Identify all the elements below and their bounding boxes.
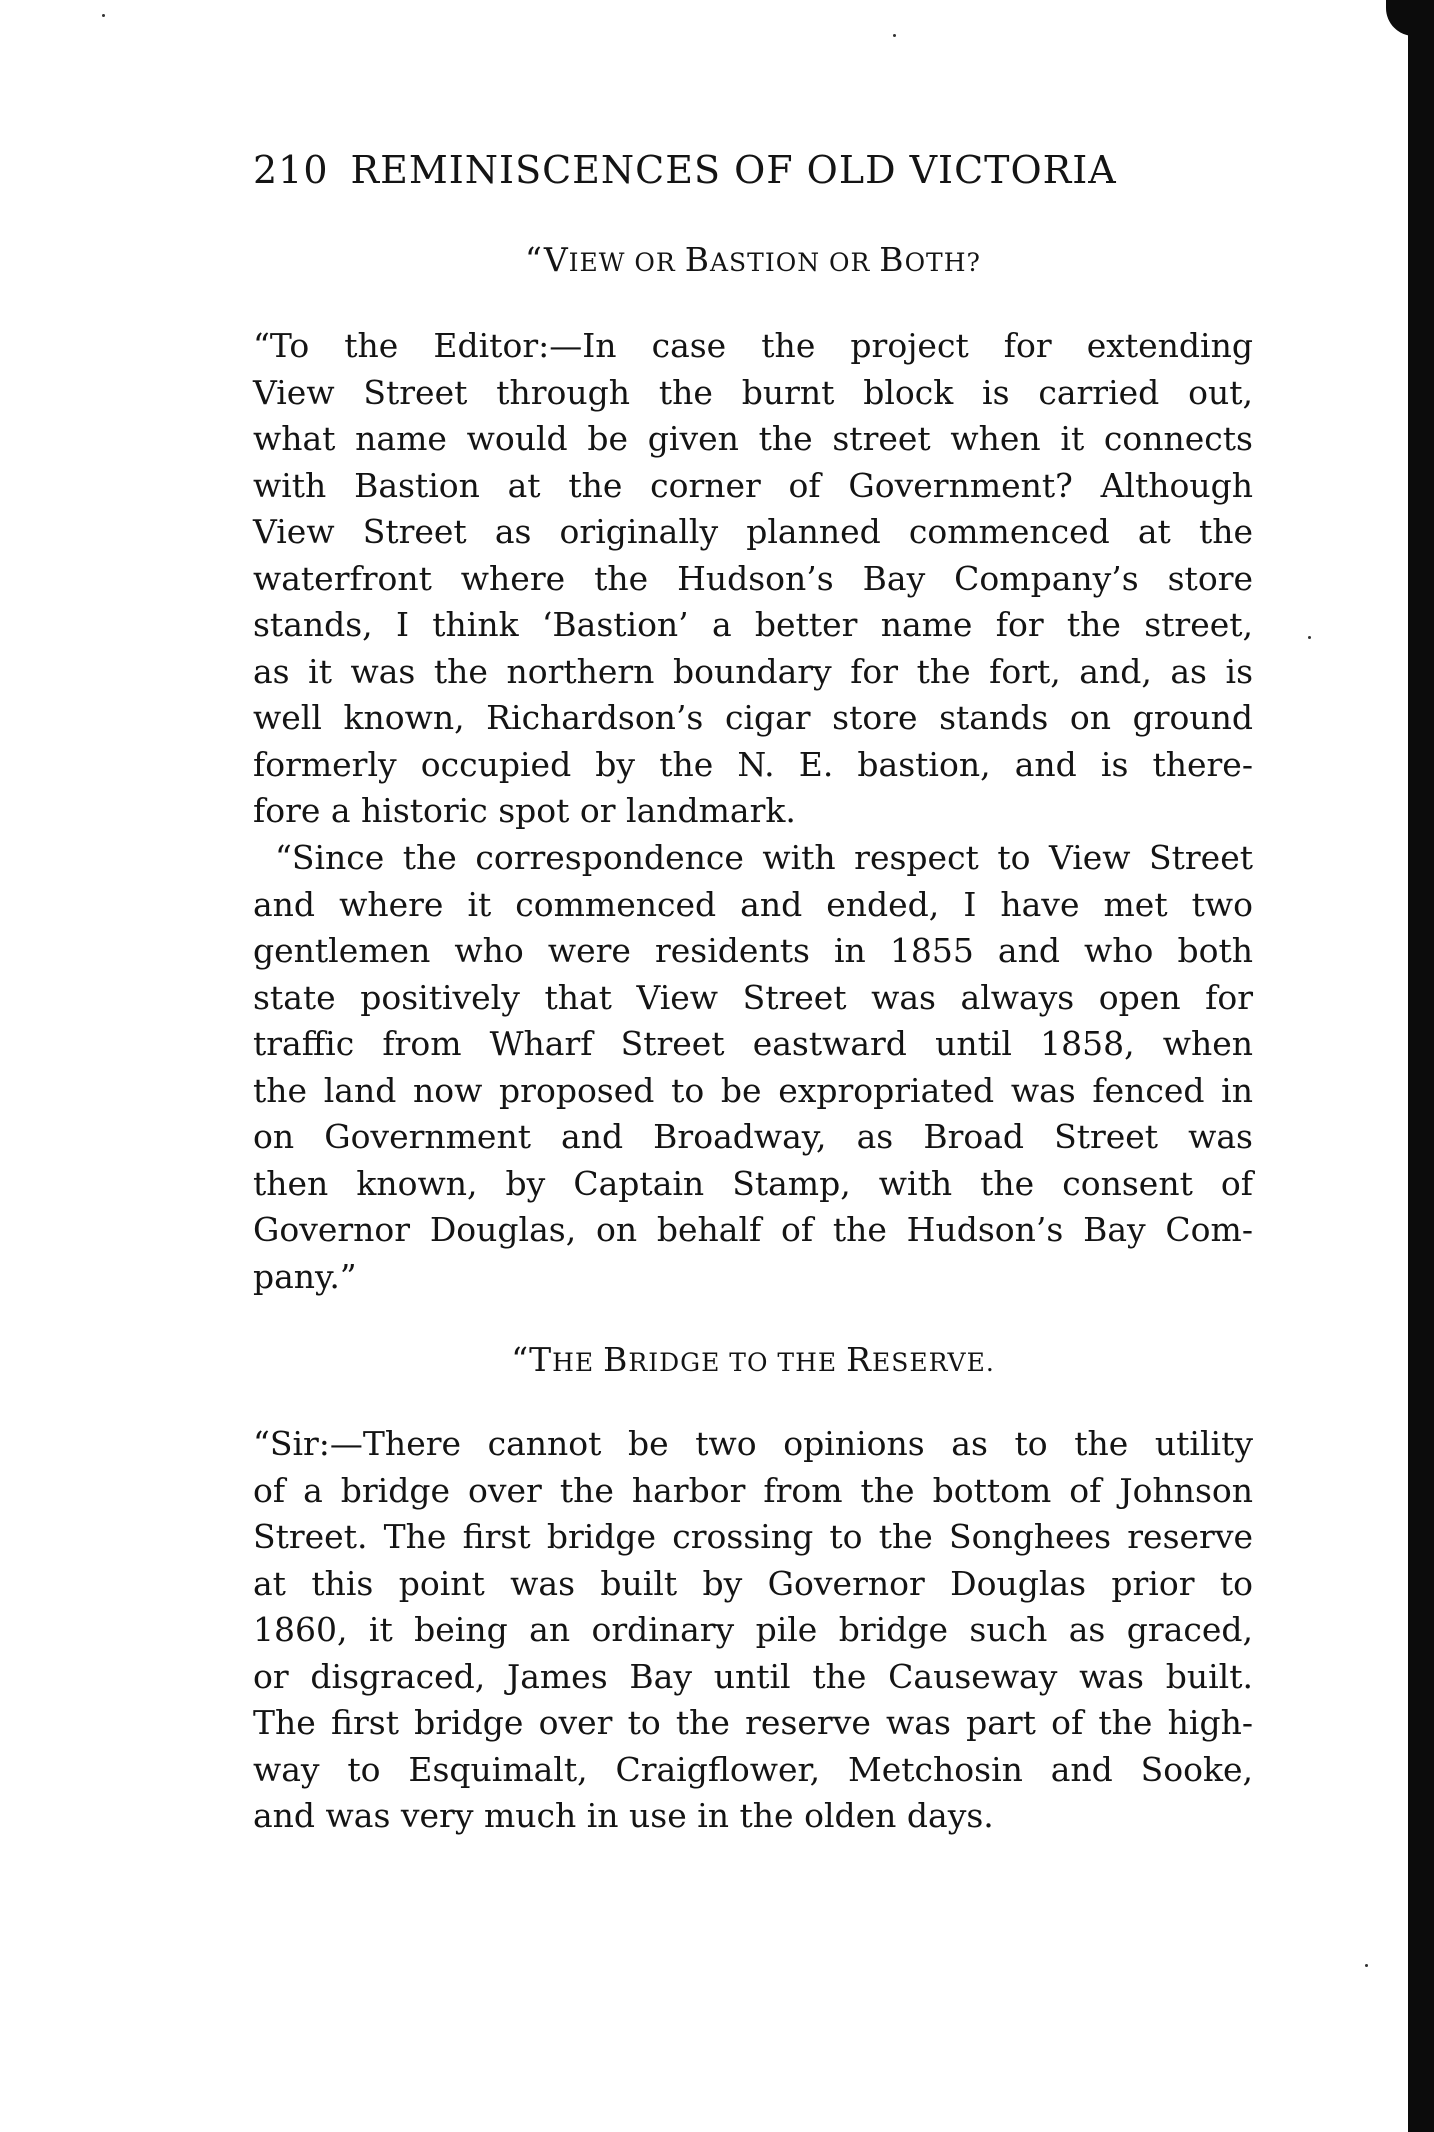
page-number: 210 bbox=[253, 148, 329, 192]
text-line: at this point was built by Governor Douglas prior to bbox=[253, 1563, 1253, 1603]
paragraph-correspondence bbox=[253, 835, 1253, 1300]
text-line: as it was the northern boundary for the fort, and, as is bbox=[253, 651, 1253, 691]
paragraph-editor-letter bbox=[253, 323, 1253, 835]
paragraph-bridge-letter bbox=[253, 1421, 1253, 1840]
text-line: “To the Editor:—In case the project for extending bbox=[253, 326, 1253, 365]
text-line: “Since the correspondence with respect to View Street bbox=[275, 838, 1253, 877]
text-line: traffic from Wharf Street eastward until 1858, when bbox=[253, 1024, 1253, 1063]
book-title: REMINISCENCES OF OLD VICTORIA bbox=[350, 148, 1117, 192]
scan-speck bbox=[1365, 1964, 1368, 1967]
scan-speck bbox=[893, 34, 896, 37]
text-line: what name would be given the street when it connects bbox=[253, 419, 1253, 458]
text-line: on Government and Broadway, as Broad Street was bbox=[253, 1117, 1253, 1156]
text-line: View Street through the burnt block is carried out, bbox=[253, 372, 1253, 412]
text-line: 1860, it being an ordinary pile bridge such as graced, bbox=[253, 1610, 1253, 1649]
text-line: Street. The first bridge crossing to the Songhees reserve bbox=[253, 1517, 1253, 1556]
text-line: of a bridge over the harbor from the bottom of Johnson bbox=[253, 1470, 1253, 1510]
scan-speck bbox=[1308, 636, 1311, 639]
text-line: stands, I think ‘Bastion’ a better name for the street, bbox=[253, 605, 1253, 644]
scan-page-corner bbox=[1386, 0, 1416, 36]
text-line: pany.” bbox=[253, 1256, 357, 1296]
text-line: then known, by Captain Stamp, with the consent of bbox=[253, 1163, 1253, 1203]
heading-text: IEW OR bbox=[568, 248, 685, 277]
heading-text: HE bbox=[552, 1348, 604, 1377]
heading-text: ASTION OR bbox=[709, 248, 880, 277]
section-heading-view-or-bastion bbox=[253, 240, 1253, 279]
text-line: well known, Richardson’s cigar store stands on ground bbox=[253, 698, 1253, 737]
heading-text: B bbox=[879, 240, 905, 279]
heading-text: OTH? bbox=[904, 248, 981, 277]
text-line: formerly occupied by the N. E. bastion, and is there- bbox=[253, 744, 1253, 784]
text-line: Governor Douglas, on behalf of the Hudson’s Bay Com- bbox=[253, 1210, 1253, 1249]
text-line: state positively that View Street was always open for bbox=[253, 977, 1253, 1017]
text-line: View Street as originally planned commenced at the bbox=[253, 512, 1253, 551]
text-line: fore a historic spot or landmark. bbox=[253, 791, 796, 830]
text-line: The first bridge over to the reserve was part of the high- bbox=[253, 1703, 1253, 1742]
section-heading-bridge-to-reserve bbox=[253, 1340, 1253, 1379]
heading-text: B bbox=[684, 240, 710, 279]
heading-text: “V bbox=[525, 240, 569, 279]
text-line: with Bastion at the corner of Government? Although bbox=[253, 465, 1253, 505]
text-line: waterfront where the Hudson’s Bay Company’s store bbox=[253, 558, 1253, 598]
text-line: and where it commenced and ended, I have met two bbox=[253, 884, 1253, 924]
heading-text: RIDGE TO THE bbox=[628, 1348, 847, 1377]
text-line: the land now proposed to be expropriated was fenced in bbox=[253, 1070, 1253, 1110]
text-line: way to Esquimalt, Craigflower, Metchosin and Sooke, bbox=[253, 1749, 1253, 1789]
text-line: gentlemen who were residents in 1855 and who both bbox=[253, 931, 1253, 970]
scan-page-edge bbox=[1408, 0, 1434, 2132]
heading-text: R bbox=[846, 1340, 872, 1379]
running-head bbox=[253, 148, 1213, 192]
heading-text: B bbox=[603, 1340, 629, 1379]
scan-speck bbox=[102, 14, 105, 17]
text-line: “Sir:—There cannot be two opinions as to the utility bbox=[253, 1424, 1253, 1463]
heading-text: “T bbox=[511, 1340, 553, 1379]
text-line: or disgraced, James Bay until the Causeway was built. bbox=[253, 1656, 1253, 1696]
heading-text: ESERVE. bbox=[871, 1348, 995, 1377]
text-line: and was very much in use in the olden days. bbox=[253, 1796, 994, 1835]
